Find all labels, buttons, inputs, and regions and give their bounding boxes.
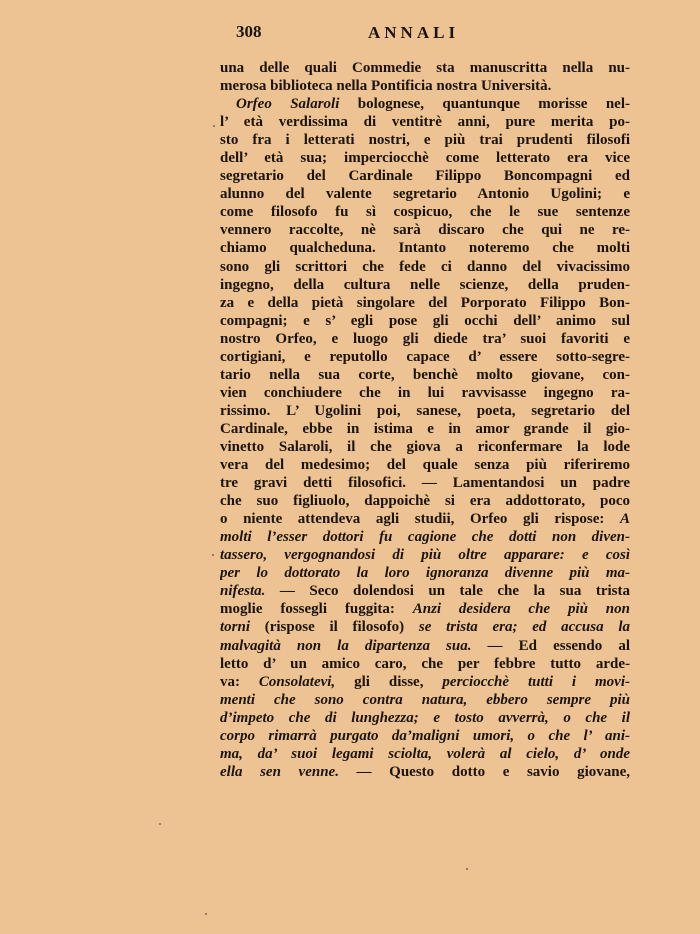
italic-text: se trista era; ed accusa la	[418, 619, 630, 636]
roman-text: chiamo qualcheduna. Intanto noteremo che molti	[220, 240, 630, 257]
roman-text: vennero raccolte, nè sarà discaro che qui ne re-	[220, 222, 630, 239]
text-line	[220, 59, 630, 77]
roman-text: come filosofo fu sì cospicuo, che le sue sentenze	[220, 204, 630, 221]
roman-text: una delle quali Commedie sta manuscritta nella nu-	[220, 60, 630, 76]
text-line	[220, 745, 630, 763]
paper-speck	[159, 823, 161, 825]
body-text	[220, 59, 630, 781]
text-line	[220, 366, 630, 384]
italic-text: Anzi desidera che più non	[412, 601, 630, 618]
text-line	[220, 546, 630, 564]
text-line	[220, 77, 630, 95]
roman-text: bolognese, quantunque morisse nel-	[339, 96, 630, 113]
roman-text: (rispose il filosofo)	[250, 619, 419, 636]
text-line	[220, 420, 630, 438]
roman-text: sono gli scrittori che fede ci danno del vivacissimo	[220, 258, 630, 275]
paper-speck	[213, 125, 215, 127]
italic-text: tassero, vergognandosi di più oltre apparare: e così	[220, 547, 630, 564]
italic-text: corpo rimarrà purgato da’maligni umori, o che l’ ani-	[220, 727, 630, 744]
italic-text: Orfeo Salaroli	[236, 96, 340, 113]
text-line	[220, 330, 630, 348]
text-line	[220, 582, 630, 600]
roman-text: compagni; e s’ egli pose gli occhi dell’ animo sul	[220, 312, 630, 329]
text-line	[220, 258, 630, 276]
paper-speck	[212, 554, 214, 556]
page-header	[220, 22, 630, 48]
text-line	[220, 763, 630, 781]
italic-text: ma, da’ suoi legami sciolta, volerà al cielo, d’ onde	[220, 745, 630, 762]
text-line	[220, 312, 630, 330]
paper-speck	[205, 913, 207, 915]
text-line	[220, 637, 630, 655]
roman-text: rissimo. L’ Ugolini poi, sanese, poeta, segretario del	[220, 402, 630, 419]
roman-text: sto fra i letterati nostri, e più trai prudenti filosofi	[220, 132, 630, 149]
roman-text: alunno del valente segretario Antonio Ugolini; e	[220, 186, 630, 203]
roman-text: tre gravi detti filosofici. — Lamentandosi un padre	[220, 475, 630, 492]
roman-text: — Questo dotto e savio giovane,	[338, 763, 630, 780]
text-line	[220, 600, 630, 618]
roman-text: za e della pietà singolare del Porporato Filippo Bon-	[220, 294, 630, 311]
text-line	[220, 492, 630, 510]
roman-text: nostro Orfeo, e luogo gli diede tra’ suoi favoriti e	[220, 330, 630, 347]
text-line	[220, 691, 630, 709]
italic-text: per lo dottorato la loro ignoranza divenne più ma-	[220, 565, 630, 582]
text-line	[220, 727, 630, 745]
italic-text: malvagità non la dipartenza sua.	[220, 637, 472, 654]
text-line	[220, 438, 630, 456]
roman-text: tario nella sua corte, benchè molto giovane, con-	[220, 366, 630, 383]
roman-text: dell’ età sua; imperciocchè come letterato era vice	[220, 150, 630, 167]
text-line	[220, 384, 630, 402]
text-line	[220, 95, 630, 113]
text-line	[220, 185, 630, 203]
roman-text: va:	[220, 673, 259, 690]
roman-text: vera del medesimo; del quale senza più riferiremo	[220, 457, 630, 474]
roman-text: cortigiani, e reputollo capace d’ essere sotto-segre-	[220, 348, 630, 365]
roman-text: che suo figliuolo, dappoichè si era addottorato, poco	[220, 493, 630, 510]
italic-text: torni	[220, 619, 251, 636]
text-line	[220, 673, 630, 691]
roman-text: segretario del Cardinale Filippo Boncompagni ed	[220, 168, 630, 185]
text-line	[220, 221, 630, 239]
italic-text: nifesta.	[220, 583, 266, 600]
text-line	[220, 294, 630, 312]
italic-text: menti che sono contra natura, ebbero sempre più	[220, 691, 630, 708]
text-line	[220, 564, 630, 582]
text-line	[220, 149, 630, 167]
roman-text: o niente attendeva agli studii, Orfeo gli rispose:	[220, 511, 620, 528]
text-line	[220, 402, 630, 420]
text-line	[220, 276, 630, 294]
running-head: ANNALI	[368, 23, 460, 42]
roman-text: Cardinale, ebbe in istima e in amor grande il gio-	[220, 420, 630, 437]
italic-text: molti l’esser dottori fu cagione che dotti non diven-	[220, 529, 630, 546]
italic-text: d’impeto che di lunghezza; e tosto avverrà, o che il	[220, 709, 630, 726]
italic-text: ella sen venne.	[220, 763, 339, 780]
roman-text: gli disse,	[335, 673, 443, 690]
text-line	[220, 239, 630, 257]
roman-text: vien conchiudere che in lui ravvisasse ingegno ra-	[220, 384, 630, 401]
text-line	[220, 456, 630, 474]
text-line	[220, 167, 630, 185]
paper-speck	[466, 868, 468, 870]
text-line	[220, 203, 630, 221]
text-line	[220, 131, 630, 149]
text-line	[220, 510, 630, 528]
roman-text: l’ età verdissima di ventitrè anni, pure merita po-	[220, 114, 630, 131]
page-number: 308	[236, 22, 262, 41]
text-line	[220, 528, 630, 546]
text-line	[220, 348, 630, 366]
roman-text: — Seco dolendosi un tale che la sua trista	[265, 583, 630, 600]
roman-text: — Ed essendo al	[471, 637, 630, 654]
roman-text: merosa biblioteca nella Pontificia nostra Università.	[220, 78, 552, 95]
text-line	[220, 113, 630, 131]
text-line	[220, 474, 630, 492]
italic-text: A	[619, 511, 630, 528]
roman-text: moglie fossegli fuggita:	[220, 601, 413, 618]
roman-text: vinetto Salaroli, il che giova a riconfermare la lode	[220, 438, 630, 455]
text-line	[220, 655, 630, 673]
text-line	[220, 618, 630, 636]
roman-text: ingegno, della cultura nelle scienze, della pruden-	[220, 276, 630, 293]
italic-text: perciocchè tutti i movi-	[442, 673, 630, 690]
italic-text: Consolatevi,	[258, 673, 336, 690]
roman-text: letto d’ un amico caro, che per febbre tutto arde-	[220, 655, 630, 672]
text-line	[220, 709, 630, 727]
